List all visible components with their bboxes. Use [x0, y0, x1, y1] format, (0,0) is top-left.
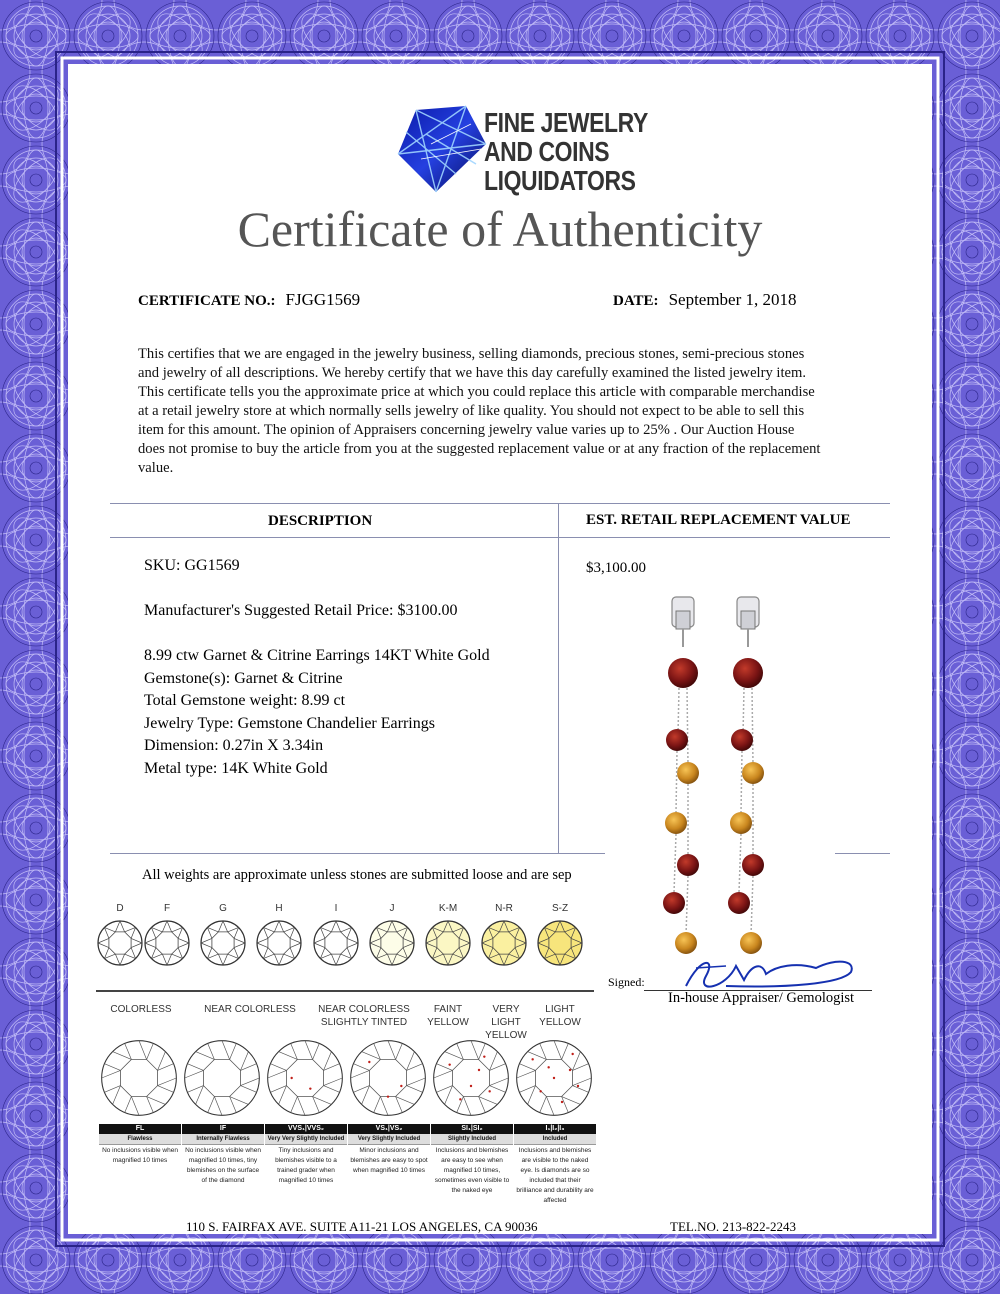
table-bottom-rule — [110, 853, 605, 854]
clarity-grade-name: FL — [99, 1124, 181, 1134]
footer-phone: TEL.NO. 213-822-2243 — [670, 1219, 797, 1234]
label-line: YELLOW — [485, 1030, 527, 1041]
value-header: EST. RETAIL REPLACEMENT VALUE — [586, 512, 851, 528]
clarity-grade-box — [431, 1124, 513, 1220]
clarity-grade-box — [182, 1124, 264, 1220]
diamond-clarity-icon — [265, 1038, 345, 1118]
signature-scribble — [666, 946, 866, 996]
logo-line-1: FINE JEWELRY — [484, 107, 648, 138]
certificate-title: Certificate of Authenticity — [237, 201, 763, 257]
diamond-color-icon — [423, 918, 473, 968]
color-grade-letter: J — [389, 903, 395, 914]
footer-address: 110 S. FAIRFAX AVE. SUITE A11-21 LOS ANGELES, CA 90036 — [186, 1219, 538, 1234]
diamond-color-icon — [198, 918, 248, 968]
certificate-date: September 1, 2018 — [668, 290, 797, 309]
label-line: SLIGHTLY TINTED — [320, 1017, 408, 1028]
diamond-clarity-icon — [348, 1038, 428, 1118]
clarity-grade-subtitle: Slightly Included — [431, 1134, 513, 1145]
color-grade-label — [536, 1003, 584, 1029]
statement-line: and jewelry of all descriptions. We hereby certify that we have this day carefully examined the listed jewelry item. — [138, 365, 807, 381]
detail-line: Gemstone(s): Garnet & Citrine — [144, 669, 343, 687]
signed-label: Signed: — [608, 975, 645, 989]
color-grade-letter: G — [219, 903, 227, 914]
clarity-grade-subtitle: Very Slightly Included — [348, 1134, 430, 1145]
certification-statement — [138, 345, 873, 478]
clarity-grade-description: Inclusions and blemishes are visible to the naked eye. Is diamonds are so included that their brilliance and durability are affected — [516, 1147, 594, 1204]
clarity-grade-name: SI₁|SI₂ — [431, 1124, 513, 1134]
diamond-color-icon — [367, 918, 417, 968]
certificate-date-row — [613, 290, 797, 310]
statement-line: item for this amount. The opinion of Appraisers concerning jewelry value varies up to 25% . Our Auction House — [138, 422, 795, 438]
gem-logo-icon — [396, 104, 488, 196]
color-grade-letter: D — [116, 903, 124, 914]
label-line: YELLOW — [539, 1017, 581, 1028]
earrings-image — [606, 585, 834, 975]
color-grade-label — [424, 1003, 472, 1029]
color-grade-letter: F — [163, 903, 171, 914]
earring-right — [728, 597, 764, 954]
certificate-number: FJGG1569 — [285, 290, 361, 309]
clarity-grade-name: VVS₁|VVS₂ — [265, 1124, 347, 1134]
appraiser-title: In-house Appraiser/ Gemologist — [668, 990, 855, 1006]
clarity-grade-subtitle: Internally Flawless — [182, 1134, 264, 1145]
color-grade-label — [200, 1003, 300, 1016]
table-header-rule — [110, 537, 890, 538]
clarity-grade-name: VS₁|VS₂ — [348, 1124, 430, 1134]
diamond-color-icon — [95, 918, 145, 968]
weights-note: All weights are approximate unless stones are submitted loose and are sep — [142, 867, 572, 883]
diamond-clarity-icon — [99, 1038, 179, 1118]
color-grade-label — [478, 1003, 534, 1042]
statement-line: This certificate tells you the approximate price at which you could replace this article with comparable merchandise — [138, 384, 815, 400]
diamond-color-icon — [479, 918, 529, 968]
diamond-clarity-icon — [182, 1038, 262, 1118]
detail-line: Jewelry Type: Gemstone Chandelier Earrings — [144, 714, 435, 732]
diamond-color-icon — [142, 918, 192, 968]
color-grade-letter: K-M — [438, 903, 458, 914]
clarity-grade-description: Minor inclusions and blemishes are easy to spot when magnified 10 times — [350, 1147, 428, 1174]
clarity-grade-subtitle: Flawless — [99, 1134, 181, 1145]
certificate-number-row — [138, 290, 360, 310]
clarity-grade-box — [514, 1124, 596, 1220]
logo-line-2: AND COINS — [484, 136, 610, 167]
sku: SKU: GG1569 — [144, 557, 240, 574]
replacement-value: $3,100.00 — [586, 560, 646, 576]
diamond-clarity-icon — [431, 1038, 511, 1118]
label-line: FAINT — [433, 1004, 463, 1015]
statement-line: value. — [138, 460, 174, 476]
detail-line: 8.99 ctw Garnet & Citrine Earrings 14KT White Gold — [144, 647, 490, 664]
detail-line: Metal type: 14K White Gold — [144, 759, 328, 777]
color-grade-letter: N-R — [495, 903, 513, 914]
clarity-grade-name: I₁|I₂|I₃ — [514, 1124, 596, 1134]
earring-left — [663, 597, 699, 954]
clarity-grade-box — [99, 1124, 181, 1220]
label-line: YELLOW — [427, 1017, 469, 1028]
diamond-color-icon — [254, 918, 304, 968]
color-grade-label — [312, 1003, 416, 1029]
label-line: NEAR COLORLESS — [204, 1004, 296, 1015]
clarity-grade-subtitle: Very Very Slightly Included — [265, 1134, 347, 1145]
clarity-grade-description: No inclusions visible when magnified 10 times — [102, 1147, 178, 1164]
statement-line: at a retail jewelry store at which normally sells jewelry of like quality. You should not expect to be able to sell this — [138, 403, 805, 419]
color-grade-label — [110, 1003, 172, 1016]
color-grade-rule — [96, 990, 594, 992]
clarity-grade-description: No inclusions visible when magnified 10 times, tiny blemishes on the surface of the diamond — [185, 1147, 261, 1184]
diamond-color-icon — [535, 918, 585, 968]
color-grade-letter: S-Z — [551, 903, 569, 914]
certificate-date-label: DATE: — [613, 293, 659, 309]
color-grade-letter: I — [334, 903, 338, 914]
clarity-grade-box — [265, 1124, 347, 1220]
label-line: NEAR COLORLESS — [318, 1004, 410, 1015]
description-header: DESCRIPTION — [268, 513, 373, 529]
certificate-number-label: CERTIFICATE NO.: — [138, 293, 276, 309]
table-top-rule — [110, 503, 890, 504]
detail-line: Dimension: 0.27in X 3.34in — [144, 737, 324, 754]
table-bottom-rule-right — [835, 853, 890, 854]
product-photo — [606, 585, 834, 975]
label-line: LIGHT — [545, 1004, 575, 1015]
diamond-clarity-icon — [514, 1038, 594, 1118]
statement-line: does not promise to buy the article from you at the suggested replacement value or at any fraction of the replacement — [138, 441, 821, 457]
clarity-grade-subtitle: Included — [514, 1134, 596, 1145]
clarity-grade-name: IF — [182, 1124, 264, 1134]
logo-line-3: LIQUIDATORS — [484, 165, 636, 196]
statement-line: This certifies that we are engaged in the jewelry business, selling diamonds, precious stones, semi-precious stones — [138, 346, 805, 362]
table-column-divider — [558, 503, 559, 853]
diamond-color-icon — [311, 918, 361, 968]
company-logo-text — [484, 108, 648, 195]
label-line: COLORLESS — [110, 1004, 172, 1015]
clarity-grade-box — [348, 1124, 430, 1220]
detail-line: Total Gemstone weight: 8.99 ct — [144, 692, 346, 709]
clarity-grade-description: Tiny inclusions and blemishes visible to a trained grader when magnified 10 times — [275, 1147, 337, 1184]
clarity-grade-description: Inclusions and blemishes are easy to see when magnified 10 times, sometimes even visible to the naked eye — [434, 1147, 510, 1194]
color-grade-letter: H — [275, 903, 283, 914]
label-line: VERY LIGHT — [491, 1004, 521, 1028]
item-details — [144, 645, 490, 780]
msrp: Manufacturer's Suggested Retail Price: $3100.00 — [144, 602, 458, 619]
